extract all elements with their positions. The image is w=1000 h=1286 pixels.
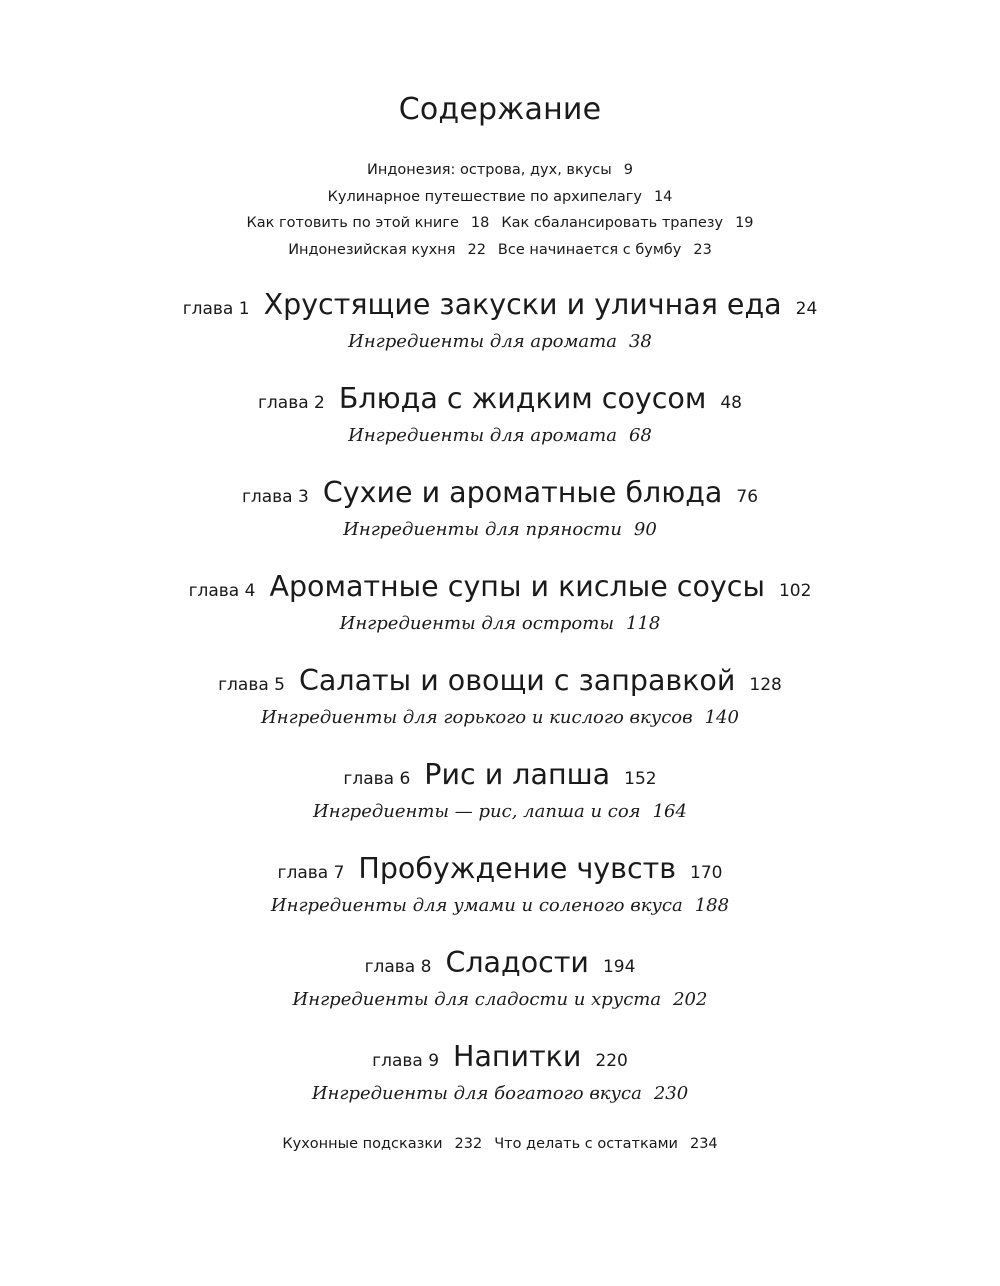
chapter-subtitle[interactable]: Ингредиенты для богатого вкуса (311, 1083, 642, 1104)
chapter-label: глава 2 (257, 393, 325, 413)
chapter-entry (0, 470, 1000, 564)
back-matter (0, 1131, 1000, 1157)
chapter-label: глава 7 (277, 863, 345, 883)
front-entry-page: 14 (653, 188, 673, 205)
subtitle-page: 90 (633, 519, 657, 540)
chapter-entry (0, 1034, 1000, 1128)
chapter-subtitle[interactable]: Ингредиенты для аромата (348, 425, 617, 446)
front-matter-line (0, 210, 1000, 237)
chapter-entry (0, 376, 1000, 470)
subtitle-page: 38 (628, 331, 652, 352)
front-entry-page: 22 (467, 241, 486, 258)
chapter-list (0, 282, 1000, 1128)
front-matter-line (0, 237, 1000, 264)
chapter-page: 24 (795, 299, 818, 319)
front-entry-title[interactable]: Как сбалансировать трапезу (501, 215, 724, 231)
chapter-entry (0, 752, 1000, 846)
chapter-title[interactable]: Ароматные супы и кислые соусы (269, 570, 765, 603)
chapter-subtitle[interactable]: Ингредиенты для умами и соленого вкуса (270, 895, 683, 916)
front-matter-line (0, 184, 1000, 211)
chapter-title[interactable]: Пробуждение чувств (358, 852, 677, 885)
front-entry-title[interactable]: Все начинается с бумбу (497, 241, 682, 258)
front-entry-title[interactable]: Индонезия: острова, дух, вкусы (367, 162, 612, 178)
chapter-label: глава 4 (188, 581, 256, 601)
subtitle-page: 202 (673, 989, 708, 1010)
page-title: Содержание (398, 92, 602, 127)
chapter-page: 170 (690, 863, 723, 883)
chapter-title[interactable]: Сладости (445, 946, 589, 979)
chapter-title[interactable]: Блюда с жидким соусом (338, 382, 707, 415)
front-entry-page: 18 (470, 215, 490, 231)
chapter-page: 220 (595, 1051, 628, 1071)
chapter-page: 128 (749, 675, 782, 695)
subtitle-page: 188 (694, 895, 730, 916)
subtitle-page: 68 (628, 425, 652, 446)
chapter-label: глава 9 (372, 1051, 440, 1071)
chapter-page: 194 (602, 957, 636, 977)
chapter-page: 152 (624, 769, 657, 789)
back-entry-page: 234 (689, 1136, 718, 1152)
chapter-entry (0, 846, 1000, 940)
front-entry-page: 9 (623, 162, 633, 178)
subtitle-page: 118 (626, 613, 661, 634)
chapter-title[interactable]: Напитки (453, 1040, 582, 1073)
front-entry-title[interactable]: Кулинарное путешествие по архипелагу (327, 188, 642, 205)
chapter-page: 48 (720, 393, 742, 413)
front-matter-line (0, 157, 1000, 184)
chapter-subtitle[interactable]: Ингредиенты для остроты (339, 613, 614, 634)
chapter-entry (0, 658, 1000, 752)
chapter-label: глава 3 (241, 487, 309, 507)
chapter-label: глава 6 (343, 769, 411, 789)
back-entry-title[interactable]: Что делать с остатками (494, 1136, 678, 1152)
front-entry-page: 23 (693, 241, 712, 258)
chapter-label: глава 5 (218, 675, 285, 695)
front-entry-title[interactable]: Индонезийская кухня (288, 241, 456, 258)
chapter-entry (0, 940, 1000, 1034)
chapter-subtitle[interactable]: Ингредиенты — рис, лапша и соя (313, 801, 641, 822)
chapter-page: 102 (778, 581, 812, 601)
subtitle-page: 140 (704, 707, 739, 728)
front-matter (0, 157, 1000, 263)
back-entry-title[interactable]: Кухонные подсказки (282, 1136, 443, 1152)
subtitle-page: 164 (652, 801, 687, 822)
back-entry-page: 232 (454, 1136, 483, 1152)
chapter-subtitle[interactable]: Ингредиенты для горького и кислого вкусов (261, 707, 693, 728)
chapter-title[interactable]: Хрустящие закуски и уличная еда (263, 288, 782, 321)
chapter-entry (0, 564, 1000, 658)
chapter-subtitle[interactable]: Ингредиенты для сладости и хруста (292, 989, 662, 1010)
chapter-entry (0, 282, 1000, 376)
chapter-subtitle[interactable]: Ингредиенты для пряности (343, 519, 622, 540)
chapter-subtitle[interactable]: Ингредиенты для аромата (348, 331, 617, 352)
chapter-title[interactable]: Рис и лапша (424, 758, 611, 791)
front-entry-page: 19 (735, 215, 754, 231)
chapter-page: 76 (736, 487, 759, 507)
front-entry-title[interactable]: Как готовить по этой книге (246, 215, 459, 231)
chapter-title[interactable]: Сухие и ароматные блюда (322, 476, 723, 509)
subtitle-page: 230 (653, 1083, 689, 1104)
chapter-label: глава 1 (182, 299, 250, 319)
chapter-label: глава 8 (364, 957, 432, 977)
chapter-title[interactable]: Салаты и овощи с заправкой (299, 664, 736, 697)
